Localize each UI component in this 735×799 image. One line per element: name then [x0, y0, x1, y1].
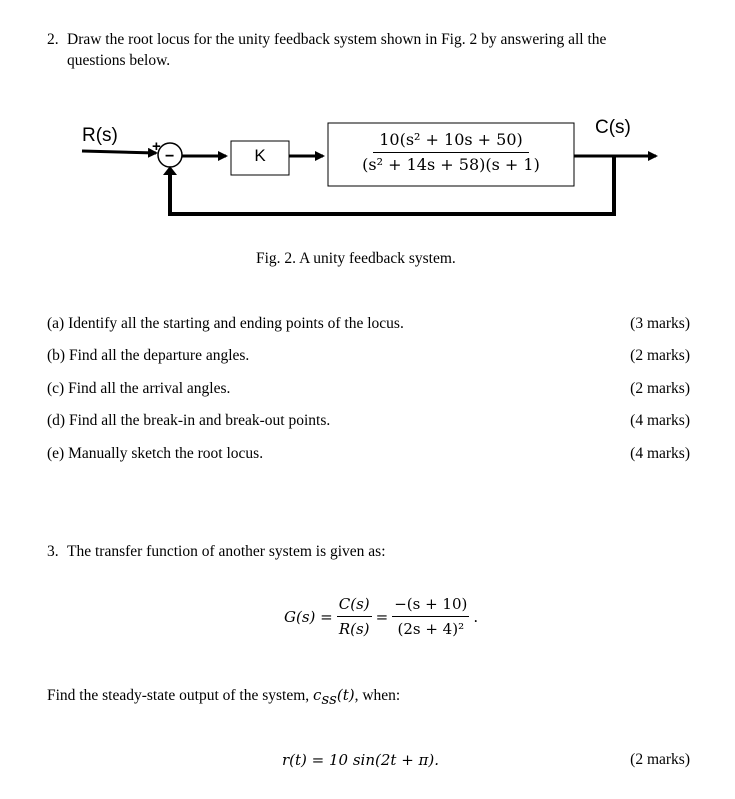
part-d-marks: (4 marks) [630, 412, 690, 429]
part-a-marks: (3 marks) [630, 315, 690, 332]
eq-frac2-den: (2s + 4)² [397, 620, 465, 638]
q3-transfer-equation [284, 594, 478, 639]
part-c: (c) Find all the arrival angles. [47, 380, 231, 397]
q3-intro: The transfer function of another system is given as: [67, 543, 386, 560]
q2-statement-line2: questions below. [67, 52, 171, 69]
input-arrow [82, 151, 156, 153]
minus-sign: − [165, 148, 175, 165]
q2-number: 2. [47, 31, 59, 48]
eq-equals: = [375, 607, 389, 626]
q2-statement-line1: Draw the root locus for the unity feedback system shown in Fig. 2 by answering all the [67, 31, 607, 48]
eq-frac1-den: R(s) [338, 620, 370, 638]
eq-frac1-num: C(s) [337, 594, 372, 617]
plant-denominator: (s² + 14s + 58)(s + 1) [362, 155, 540, 174]
part-c-marks: (2 marks) [630, 380, 690, 397]
part-e-marks: (4 marks) [630, 445, 690, 462]
find-symbol: c [313, 686, 322, 704]
find-subscript: ss [321, 690, 337, 709]
plant-numerator: 10(s² + 10s + 50) [373, 130, 529, 153]
block-diagram [0, 0, 735, 240]
input-equation: r(t) = 10 sin(2t + π). [282, 751, 440, 769]
input-label: R(s) [82, 125, 118, 146]
plant-transfer-function [328, 130, 574, 175]
figure-caption: Fig. 2. A unity feedback system. [256, 250, 456, 267]
part-a: (a) Identify all the starting and ending points of the locus. [47, 315, 404, 332]
feedback-arrowhead [163, 166, 177, 175]
find-text: Find the steady-state output of the system, [47, 687, 310, 704]
output-label: C(s) [595, 117, 631, 138]
q3-marks: (2 marks) [630, 751, 690, 768]
plus-sign: + [152, 138, 161, 155]
q3-find-line [47, 686, 400, 708]
find-tail: , when: [354, 687, 401, 704]
q3-number: 3. [47, 543, 59, 560]
eq-end: . [473, 607, 479, 626]
find-argument: (t) [336, 686, 355, 704]
part-e: (e) Manually sketch the root locus. [47, 445, 264, 462]
part-d: (d) Find all the break-in and break-out points. [47, 412, 331, 429]
gain-label: K [254, 146, 266, 165]
part-b-marks: (2 marks) [630, 347, 690, 364]
eq-frac2-num: −(s + 10) [392, 594, 469, 617]
eq-lhs: G(s) = [284, 607, 333, 626]
part-b: (b) Find all the departure angles. [47, 347, 250, 364]
